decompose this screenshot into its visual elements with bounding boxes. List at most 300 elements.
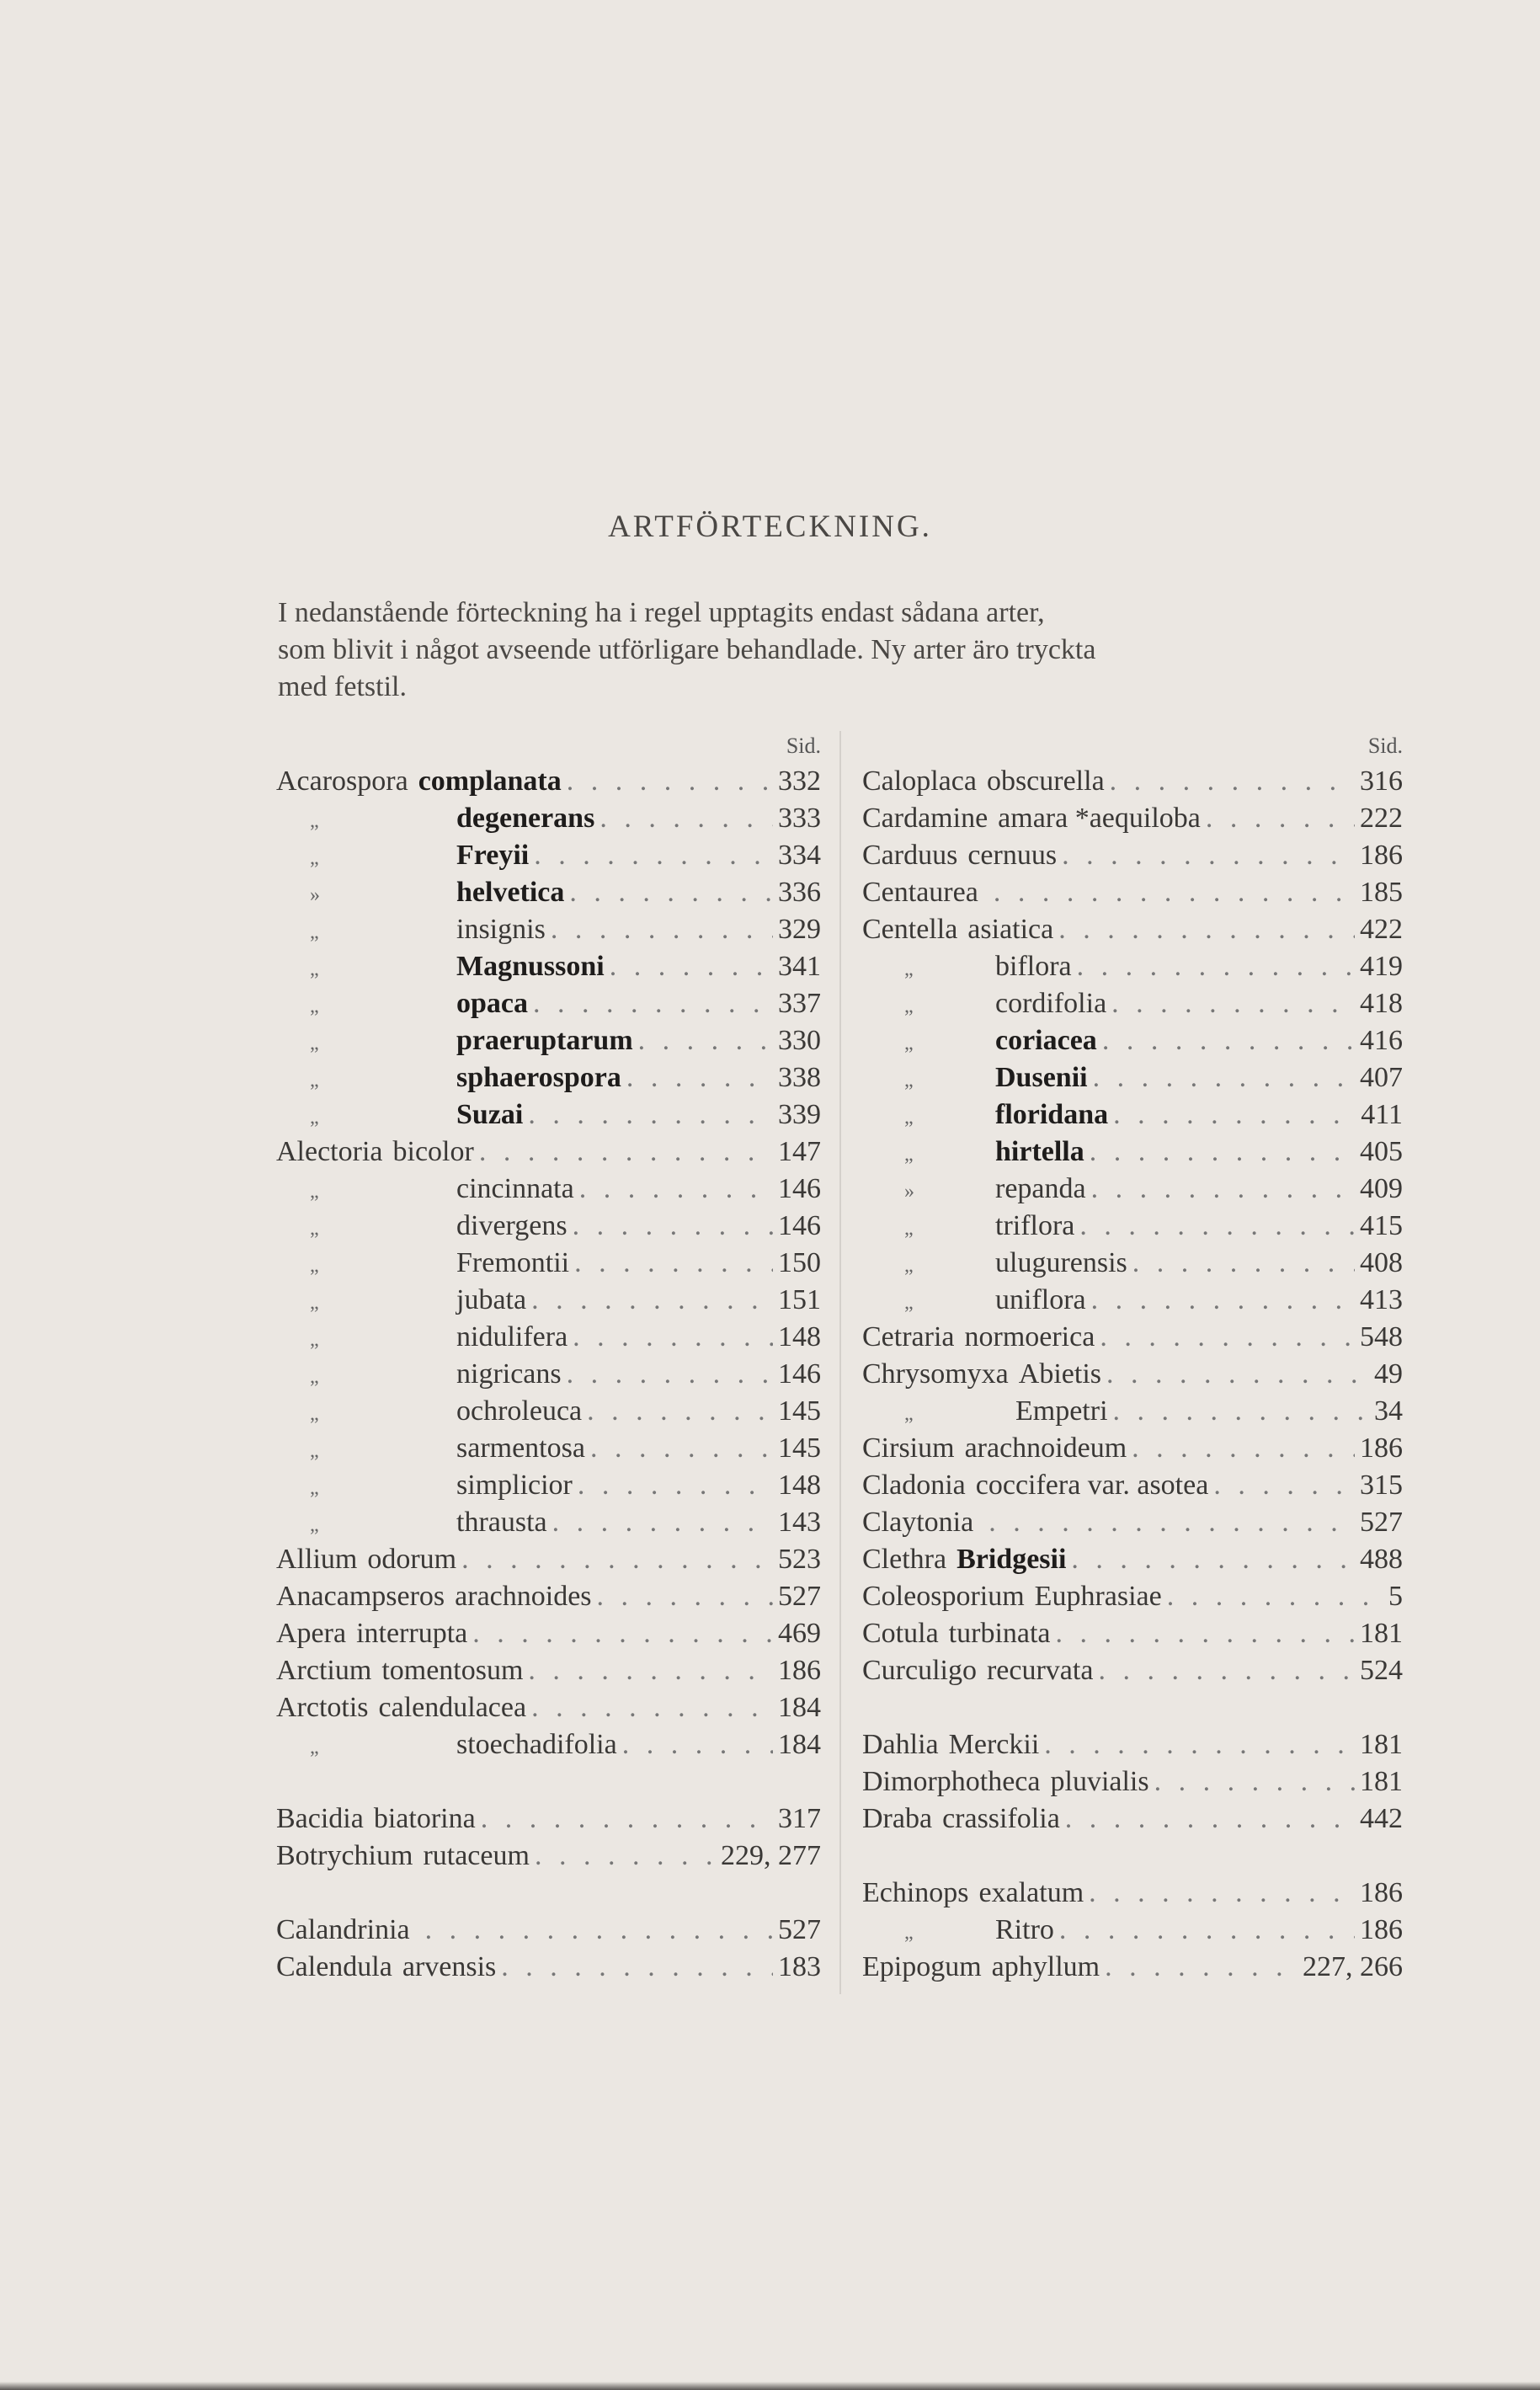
page-number: 416 [1360,1025,1403,1056]
dot-leader [1102,1022,1355,1059]
ditto-mark: „ [310,1736,319,1758]
page-number: 524 [1360,1655,1403,1686]
page-number: 145 [778,1432,821,1464]
index-entry [862,1726,1403,1763]
ditto-mark: „ [904,1218,914,1240]
page-number: 418 [1360,988,1403,1019]
ditto-mark: „ [310,1255,319,1277]
index-entry [276,1393,821,1430]
ditto-mark: „ [904,1922,914,1944]
page-number: 148 [778,1321,821,1352]
species-name: Fremontii [456,1247,570,1278]
genus-name: Allium [276,1544,358,1575]
species-name: triflora [995,1210,1075,1241]
dot-leader [1065,1801,1355,1838]
dot-leader [528,1096,773,1134]
species-name: cincinnata [456,1173,574,1204]
index-entry [276,1096,821,1134]
species-name: arvensis [402,1951,497,1982]
species-name: hirtella [995,1136,1084,1167]
dot-leader [481,1801,773,1838]
ditto-mark: „ [310,1107,319,1128]
page-number: 150 [778,1247,821,1278]
dot-leader [534,837,773,874]
dot-leader [535,1838,716,1875]
dot-leader [610,948,773,985]
page-number: 330 [778,1025,821,1056]
species-name: thrausta [456,1507,547,1538]
species-name: stoechadifolia [456,1729,617,1760]
dot-leader [1110,763,1355,800]
page-number: 181 [1360,1618,1403,1649]
dot-leader [479,1134,773,1171]
species-name: opaca [456,988,528,1019]
index-entry [862,1245,1403,1282]
index-entry [862,1134,1403,1171]
ditto-mark: „ [904,1032,914,1054]
dot-leader [551,911,773,948]
species-name: ulugurensis [995,1247,1127,1278]
page-number: 222 [1360,803,1403,834]
index-entry [862,1171,1403,1208]
genus-name: Echinops [862,1877,969,1908]
ditto-mark: „ [904,1403,914,1425]
species-name: cernuus [967,840,1058,871]
genus-name: Acarospora [276,766,408,797]
dot-leader [425,1912,773,1949]
species-name: crassifolia [942,1803,1060,1834]
index-entry [862,1949,1403,1986]
index-entry [276,1134,821,1171]
genus-name: Carduus [862,840,958,871]
page-number: 527 [778,1914,821,1945]
page-number: 548 [1360,1321,1403,1352]
genus-name: Cetraria [862,1321,955,1352]
species-name: complanata [418,766,562,797]
dot-leader [1113,1096,1356,1134]
page-number: 332 [778,766,821,797]
intro-line: med fetstil. [278,671,407,702]
dot-leader [573,1319,773,1356]
dot-leader [528,1652,773,1689]
index-entry [276,1726,821,1763]
dot-leader [461,1541,773,1578]
dot-leader [531,1689,773,1726]
index-entry [276,1356,821,1393]
dot-leader [567,1356,773,1393]
genus-name: Claytonia [862,1507,974,1538]
page-number: 186 [1360,1914,1403,1945]
page-number: 333 [778,803,821,834]
page-number: 405 [1360,1136,1403,1167]
species-name: turbinata [948,1618,1051,1649]
genus-name: Arctium [276,1655,372,1686]
page-number: 181 [1360,1766,1403,1797]
page-number: 143 [778,1507,821,1538]
dot-leader [552,1504,773,1541]
intro-line: I nedanstående förteckning ha i regel upptagits endast sådana arter, [278,597,1045,628]
page-number: 523 [778,1544,821,1575]
species-name: biflora [995,951,1072,982]
species-name: odorum [367,1544,457,1575]
genus-name: Cladonia [862,1470,966,1501]
index-entry [862,1393,1403,1430]
index-entry [862,1578,1403,1615]
page-number: 469 [778,1618,821,1649]
dot-leader [1167,1578,1383,1615]
species-name: arachnoides [455,1581,592,1612]
index-entry [276,1282,821,1319]
species-name: floridana [995,1099,1109,1130]
species-name: normoerica [964,1321,1095,1352]
dot-leader [1132,1430,1355,1467]
index-entry [276,1319,821,1356]
dot-leader [1206,800,1355,837]
index-entry [862,1356,1403,1393]
page-number: 315 [1360,1470,1403,1501]
dot-leader [531,1282,773,1319]
species-name: asiatica [967,914,1054,945]
species-name: Abietis [1018,1358,1101,1390]
index-entry [276,1578,821,1615]
page-number: 146 [778,1210,821,1241]
species-name: uniflora [995,1284,1086,1315]
species-name: nigricans [456,1358,562,1390]
index-entry [276,948,821,985]
ditto-mark: „ [310,1070,319,1091]
species-name: sarmentosa [456,1432,585,1464]
page-number: 34 [1374,1395,1403,1427]
index-entry [862,948,1403,985]
index-entry [862,1282,1403,1319]
index-entry [862,1615,1403,1652]
index-entry [276,1171,821,1208]
index-entry [276,1949,821,1986]
sid-header: Sid. [786,734,821,758]
index-entry [276,1208,821,1245]
ditto-mark: „ [310,995,319,1017]
genus-name: Centaurea [862,877,978,908]
index-entry [276,1245,821,1282]
index-entry [276,1059,821,1096]
page-number: 146 [778,1358,821,1390]
page-number: 422 [1360,914,1403,945]
page-number: 337 [778,988,821,1019]
ditto-mark: „ [904,995,914,1017]
index-entry [276,1022,821,1059]
index-column-right [862,729,1403,1986]
index-entry [862,911,1403,948]
index-entry [862,1430,1403,1467]
page-number: 407 [1360,1062,1403,1093]
page-number: 413 [1360,1284,1403,1315]
page-title: ARTFÖRTECKNING. [608,509,932,544]
dot-leader [597,1578,773,1615]
sid-header: Sid. [1367,734,1403,758]
page-number: 184 [778,1692,821,1723]
genus-name: Cardamine [862,803,988,834]
dot-leader [599,800,773,837]
ditto-mark: „ [310,958,319,980]
dot-leader [994,874,1355,911]
dot-leader [578,1467,773,1504]
ditto-mark: „ [310,1329,319,1351]
page-number: 317 [778,1803,821,1834]
ditto-mark: „ [904,958,914,980]
dot-leader [1058,911,1355,948]
index-entry [276,1615,821,1652]
species-name: exalatum [978,1877,1084,1908]
species-name: tomentosum [381,1655,524,1686]
index-entry [862,1763,1403,1801]
dot-leader [626,1059,773,1096]
page-number: 229, 277 [721,1840,821,1871]
dot-leader [574,1245,773,1282]
page-number: 341 [778,951,821,982]
species-name: aphyllum [991,1951,1100,1982]
page-number: 186 [778,1655,821,1686]
species-name: Empetri [1015,1395,1108,1427]
index-entry [276,837,821,874]
page-number: 419 [1360,951,1403,982]
dot-leader [587,1393,773,1430]
index-entry [862,763,1403,800]
ditto-mark: » [310,884,320,906]
ditto-mark: „ [310,810,319,832]
ditto-mark: „ [310,1181,319,1203]
species-name: calendulacea [378,1692,527,1723]
species-name: bicolor [392,1136,474,1167]
species-name: Merckii [948,1729,1040,1760]
ditto-mark: „ [310,921,319,943]
index-entry [276,1689,821,1726]
dot-leader [1091,1282,1355,1319]
page-number: 186 [1360,840,1403,871]
index-entry [862,985,1403,1022]
page-number: 227, 266 [1303,1951,1403,1982]
ditto-mark: „ [904,1255,914,1277]
genus-name: Botrychium [276,1840,413,1871]
dot-leader [1062,837,1355,874]
index-entry [276,1652,821,1689]
species-name: interrupta [356,1618,468,1649]
species-name: amara *aequiloba [998,803,1201,834]
page-number: 184 [778,1729,821,1760]
index-entry [862,1022,1403,1059]
genus-name: Calandrinia [276,1914,410,1945]
dot-leader [567,763,773,800]
column-divider [839,731,841,1994]
page-number: 151 [778,1284,821,1315]
page-number: 148 [778,1470,821,1501]
species-name: nidulifera [456,1321,568,1352]
genus-name: Chrysomyxa [862,1358,1009,1390]
ditto-mark: „ [904,1144,914,1166]
dot-leader [1111,985,1355,1022]
page-number: 181 [1360,1729,1403,1760]
ditto-mark: „ [310,1440,319,1462]
index-entry [276,1801,821,1838]
index-entry [276,1430,821,1467]
index-entry [862,800,1403,837]
dot-leader [622,1726,773,1763]
page-number: 334 [778,840,821,871]
species-name: Suzai [456,1099,524,1130]
ditto-mark: „ [310,1366,319,1388]
species-name: pluvialis [1050,1766,1149,1797]
dot-leader [988,1504,1355,1541]
dot-leader [1071,1541,1355,1578]
page-number: 183 [778,1951,821,1982]
dot-leader [1100,1319,1355,1356]
genus-name: Cirsium [862,1432,955,1464]
dot-leader [1044,1726,1355,1763]
page-number: 408 [1360,1247,1403,1278]
ditto-mark: „ [310,1032,319,1054]
dot-leader [1106,1356,1369,1393]
genus-name: Arctotis [276,1692,369,1723]
ditto-mark: „ [310,1477,319,1499]
index-entry [862,1875,1403,1912]
page-number: 329 [778,914,821,945]
page-number: 338 [778,1062,821,1093]
dot-leader [1213,1467,1355,1504]
page-number: 186 [1360,1877,1403,1908]
page-number: 415 [1360,1210,1403,1241]
species-name: praeruptarum [456,1025,633,1056]
genus-name: Centella [862,914,958,945]
page-number: 185 [1360,877,1403,908]
index-entry [862,1096,1403,1134]
ditto-mark: „ [904,1292,914,1314]
species-name: Magnussoni [456,951,605,982]
ditto-mark: „ [904,1107,914,1128]
species-name: rutaceum [423,1840,530,1871]
species-name: repanda [995,1173,1086,1204]
species-name: obscurella [986,766,1105,797]
genus-name: Curculigo [862,1655,977,1686]
species-name: arachnoideum [964,1432,1127,1464]
ditto-mark: „ [310,1218,319,1240]
dot-leader [590,1430,773,1467]
index-entry [862,1504,1403,1541]
page-number: 147 [778,1136,821,1167]
page-number: 442 [1360,1803,1403,1834]
index-entry [276,800,821,837]
species-name: Euphrasiae [1034,1581,1162,1612]
genus-name: Bacidia [276,1803,364,1834]
genus-name: Caloplaca [862,766,977,797]
page-number: 527 [1360,1507,1403,1538]
index-entry [862,837,1403,874]
index-entry [276,1912,821,1949]
species-name: divergens [456,1210,568,1241]
species-name: coccifera var. asotea [975,1470,1209,1501]
page-number: 409 [1360,1173,1403,1204]
ditto-mark: „ [310,847,319,869]
index-entry [276,1541,821,1578]
page-number: 527 [778,1581,821,1612]
genus-name: Draba [862,1803,933,1834]
index-entry [862,1652,1403,1689]
genus-name: Apera [276,1618,347,1649]
dot-leader [1105,1949,1298,1986]
index-entry [862,1059,1403,1096]
genus-name: Calendula [276,1951,392,1982]
dot-leader [579,1171,773,1208]
index-entry [276,911,821,948]
page-number: 186 [1360,1432,1403,1464]
index-entry [276,1504,821,1541]
dot-leader [1154,1763,1355,1801]
page-number: 145 [778,1395,821,1427]
genus-name: Cotula [862,1618,939,1649]
index-entry [276,874,821,911]
index-entry [276,1467,821,1504]
ditto-mark: » [904,1181,914,1203]
dot-leader [1132,1245,1355,1282]
page-number: 49 [1374,1358,1403,1390]
index-entry [862,1467,1403,1504]
index-entry [276,985,821,1022]
page-bottom-edge [0,2382,1540,2390]
page-number: 488 [1360,1544,1403,1575]
dot-leader [573,1208,773,1245]
index-column-left [276,729,821,1986]
dot-leader [1077,948,1355,985]
dot-leader [1090,1134,1355,1171]
index-entry [862,1912,1403,1949]
dot-leader [1093,1059,1355,1096]
index-entry [862,874,1403,911]
dot-leader [1056,1615,1355,1652]
dot-leader [1089,1875,1355,1912]
species-name: cordifolia [995,988,1107,1019]
species-name: Bridgesii [957,1544,1067,1575]
species-name: helvetica [456,877,565,908]
species-name: insignis [456,914,546,945]
genus-name: Epipogum [862,1951,982,1982]
dot-leader [533,985,773,1022]
species-name: ochroleuca [456,1395,583,1427]
species-name: Ritro [995,1914,1054,1945]
species-name: jubata [456,1284,527,1315]
genus-name: Coleosporium [862,1581,1025,1612]
species-name: recurvata [986,1655,1094,1686]
species-name: coriacea [995,1025,1097,1056]
species-name: Dusenii [995,1062,1088,1093]
species-name: Freyii [456,840,530,871]
index-entry [276,763,821,800]
dot-leader [1079,1208,1355,1245]
dot-leader [638,1022,773,1059]
page-number: 146 [778,1173,821,1204]
page-number: 339 [778,1099,821,1130]
dot-leader [1059,1912,1355,1949]
ditto-mark: „ [310,1514,319,1536]
page-number: 411 [1361,1099,1403,1130]
ditto-mark: „ [310,1403,319,1425]
genus-name: Dimorphotheca [862,1766,1041,1797]
index-entry [862,1541,1403,1578]
dot-leader [472,1615,773,1652]
page-number: 5 [1388,1581,1403,1612]
species-name: degenerans [456,803,595,834]
dot-leader [1091,1171,1355,1208]
intro-line: som blivit i något avseende utförligare behandlade. Ny arter äro tryckta [278,634,1096,665]
species-name: biatorina [373,1803,476,1834]
index-entry [862,1801,1403,1838]
